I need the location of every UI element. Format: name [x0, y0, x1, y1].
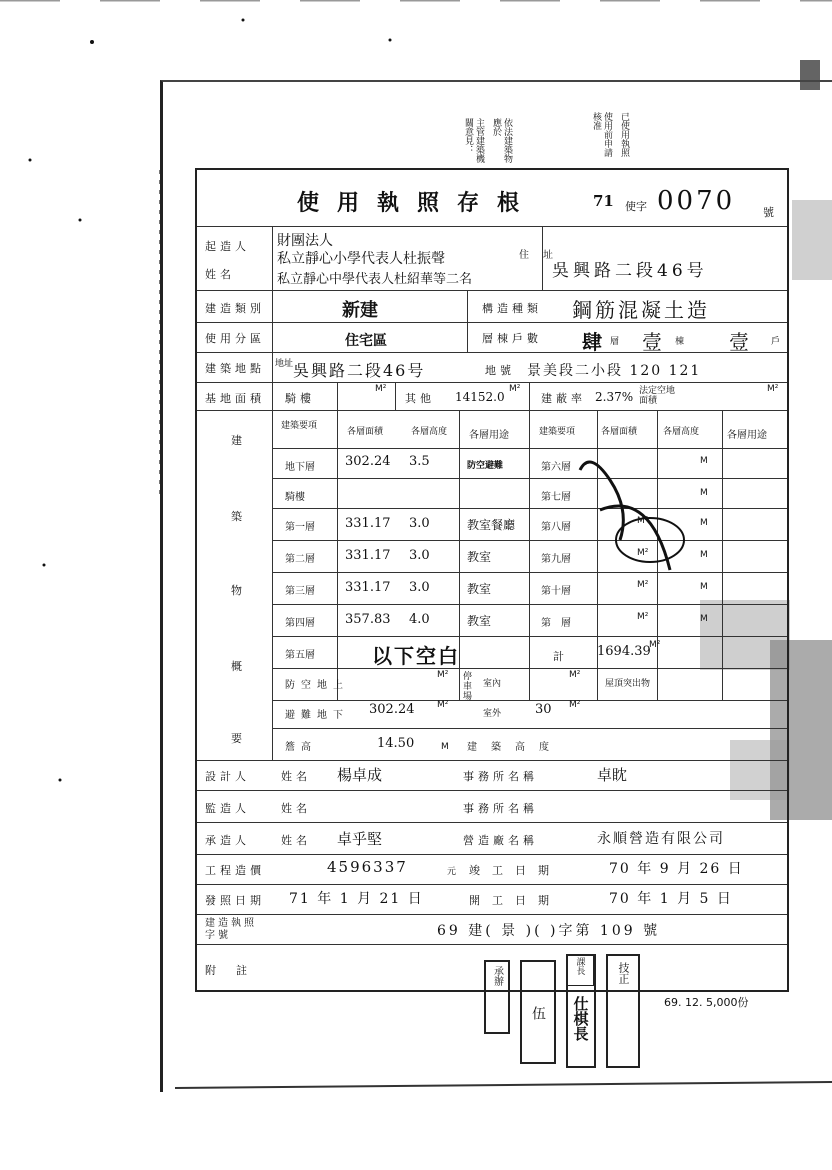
label-roof: 屋頂突出物: [605, 679, 651, 689]
label-yuan: 元: [447, 867, 457, 877]
floor-height: 3.0: [409, 548, 430, 563]
unit-m2: M²: [637, 548, 649, 558]
label-factory: 營造廠名稱: [463, 834, 538, 847]
usage-zone: 住宅區: [345, 333, 387, 349]
top-note-4: 已使用執照: [619, 112, 629, 157]
floor-item: 第五層: [285, 650, 315, 661]
label-build-category: 建造類別: [205, 302, 265, 315]
floor-use: 教室: [467, 550, 492, 564]
builder-address: 吳興路二段46号: [552, 261, 708, 281]
col-item: 建築要項: [281, 421, 318, 431]
eaves-height: 14.50: [377, 736, 415, 751]
print-note: 69. 12. 5,000份: [664, 996, 749, 1009]
floor-area: 331.17: [345, 548, 391, 563]
label-parking: 停車場: [463, 672, 473, 702]
unit-legal-open: M²: [767, 384, 779, 394]
floor-item: 第一層: [285, 522, 315, 533]
form-title: 使用執照存根: [297, 190, 538, 216]
label-builder-name: 姓名: [205, 268, 235, 281]
label-builder: 起造人: [205, 240, 250, 253]
label-cost: 工程造價: [205, 864, 265, 877]
summary-char-2: 築: [231, 510, 246, 523]
floor-area: 331.17: [345, 580, 391, 595]
site-address: 吳興路二段46号: [293, 361, 426, 380]
stamp-box: [566, 954, 594, 986]
label-usage-zone: 使用分區: [205, 332, 265, 345]
label-start: 開工日期: [469, 894, 561, 907]
label-address: 住址: [519, 250, 567, 261]
total-area: 1694.39: [597, 644, 651, 659]
unit-m: M: [700, 456, 708, 466]
top-note-2: 依法建築物應於: [491, 118, 512, 163]
label-refuge: 避難地下: [285, 710, 349, 721]
col-area: 各層面積: [347, 427, 384, 437]
unit-air: M²: [437, 670, 449, 680]
label-outdoor: 室外: [483, 709, 502, 719]
unit-m: M: [700, 488, 708, 498]
floor-use: 防空避難: [467, 461, 504, 471]
summary-char-1: 建: [231, 434, 246, 447]
refuge-area: 302.24: [369, 702, 415, 717]
floors-suffix: 層: [610, 337, 620, 347]
unit-other: M²: [509, 384, 521, 394]
label-contractor: 承造人: [205, 834, 250, 847]
col-area-right: 各層面積: [601, 427, 638, 437]
dong-count: 壹: [642, 330, 662, 354]
unit-m: M: [700, 582, 708, 592]
label-supervisor: 監造人: [205, 802, 250, 815]
label-site-location: 建築地點: [205, 362, 265, 375]
permit-number: 0070: [657, 186, 736, 216]
unit-refuge: M²: [437, 700, 449, 710]
col-use: 各層用途: [469, 430, 509, 441]
label-legal-open: 法定空地面積: [639, 386, 676, 406]
label-structure: 構造種類: [482, 302, 542, 315]
unit-outdoor: M²: [569, 700, 581, 710]
floor-item-right: 第九層: [541, 554, 571, 565]
permit-suffix: 號: [763, 206, 774, 219]
permit-prefix: 使字: [625, 200, 647, 213]
floor-item-right: 第八層: [541, 522, 571, 533]
label-floors-units: 層棟戶數: [482, 332, 542, 345]
coverage: 2.37%: [595, 390, 634, 404]
label-designer: 設計人: [205, 770, 250, 783]
label-total: 計: [553, 650, 568, 663]
hu-suffix: 戶: [771, 337, 781, 347]
top-note-3: 使用前申請核准: [591, 112, 612, 157]
floor-item-right: 第六層: [541, 462, 571, 473]
unit-m: M: [700, 550, 708, 560]
label-contractor-name: 姓名: [281, 834, 311, 847]
start-date: 70 年 1 月 5 日: [609, 891, 733, 907]
stamp-box: [606, 954, 640, 1068]
label-supervisor-name: 姓名: [281, 802, 311, 815]
summary-char-4: 概: [231, 660, 246, 673]
floor-area: 331.17: [345, 516, 391, 531]
build-category: 新建: [342, 300, 378, 321]
floor-use: 教室餐廳: [467, 518, 516, 532]
stamp-label: 伍: [530, 1006, 546, 1020]
floor-use: 教室: [467, 614, 492, 628]
top-note-1: 主管建築機關意見：: [463, 118, 484, 163]
unit-m2: M²: [637, 516, 649, 526]
summary-char-3: 物: [231, 584, 246, 597]
label-supervisor-office: 事務所名稱: [463, 802, 538, 815]
col-height: 各層高度: [411, 427, 448, 437]
builder-line-2: 私立靜心小學代表人杜振聲: [277, 251, 445, 267]
label-permit-no: 建造執照字號: [205, 918, 257, 941]
label-office: 事務所名稱: [463, 770, 538, 783]
label-issue-date: 發照日期: [205, 894, 265, 907]
other-area: 14152.0: [455, 390, 505, 404]
floor-item-right: 第十層: [541, 586, 571, 597]
floor-item: 第二層: [285, 554, 315, 565]
label-lot: 地號: [485, 364, 515, 377]
structure: 鋼筋混凝土造: [572, 298, 710, 322]
label-coverage: 建蔽率: [541, 392, 586, 405]
summary-char-5: 要: [231, 732, 246, 745]
label-addr: 地址: [275, 359, 294, 369]
office-name: 卓眈: [597, 766, 628, 784]
floor-item: 第四層: [285, 618, 315, 629]
unit-eaves: M: [441, 742, 449, 752]
completion-date: 70 年 9 月 26 日: [609, 861, 744, 877]
hu-count: 壹: [729, 330, 749, 354]
cost-value: 4596337: [327, 858, 408, 876]
label-remarks: 附註: [205, 964, 267, 977]
floor-area: 302.24: [345, 454, 391, 469]
permit-year: 71: [593, 192, 614, 210]
dong-suffix: 棟: [675, 337, 685, 347]
label-completion: 竣工日期: [469, 864, 561, 877]
unit-m: M: [700, 518, 708, 528]
stamp-label: 課長: [574, 957, 585, 975]
stamp-box: [484, 960, 510, 1034]
contractor-name: 卓乎堅: [337, 830, 383, 848]
floor-height: 3.0: [409, 516, 430, 531]
site-lot: 景美段二小段 120 121: [527, 363, 702, 379]
stamp-box: [520, 960, 556, 1064]
handwritten-mark: [560, 430, 720, 590]
floor-area: 357.83: [345, 612, 391, 627]
floor-item: 第三層: [285, 586, 315, 597]
stamp-label: 承辦: [491, 966, 503, 986]
unit-m2: M²: [637, 612, 649, 622]
floor-item: 地下層: [285, 462, 315, 473]
unit-m: M: [700, 614, 708, 624]
label-eaves: 簷高: [285, 742, 317, 753]
factory-name: 永順營造有限公司: [597, 831, 725, 847]
label-indoor: 室內: [483, 679, 502, 689]
outdoor-count: 30: [535, 702, 552, 717]
builder-line-3: 私立靜心中學代表人杜紹華等二名: [277, 272, 473, 287]
permit-no: 69 建( 景 )( )字第 109 號: [437, 923, 661, 939]
unit-indoor: M²: [569, 670, 581, 680]
stamp-label: 技正: [617, 962, 630, 984]
unit-arcade: M²: [375, 384, 387, 394]
label-building-height: 建築高度: [467, 742, 563, 753]
label-other: 其他: [405, 392, 435, 405]
floor-height: 4.0: [409, 612, 430, 627]
floor-height: 3.5: [409, 454, 430, 469]
builder-line-1: 財團法人: [277, 233, 333, 249]
label-air-defense: 防空地上: [285, 680, 349, 691]
issue-date: 71 年 1 月 21 日: [289, 891, 424, 907]
designer-name: 楊卓成: [337, 766, 383, 784]
label-arcade: 騎樓: [285, 392, 315, 405]
label-base-area: 基地面積: [205, 392, 265, 405]
empty-below-note: 以下空白: [372, 644, 460, 668]
floor-height: 3.0: [409, 580, 430, 595]
floors-count: 肆: [582, 330, 602, 354]
label-designer-name: 姓名: [281, 770, 311, 783]
floor-use: 教室: [467, 582, 492, 596]
col-use-right: 各層用途: [727, 430, 767, 441]
floor-item-right: 第 層: [541, 618, 571, 629]
stamp-label: 仕棋長: [571, 996, 590, 1041]
unit-total: M²: [649, 640, 661, 650]
floor-item-right: 第七層: [541, 492, 571, 503]
floor-item: 騎樓: [285, 492, 305, 503]
col-height-right: 各層高度: [663, 427, 700, 437]
unit-m2: M²: [637, 580, 649, 590]
col-item-right: 建築要項: [539, 427, 576, 437]
